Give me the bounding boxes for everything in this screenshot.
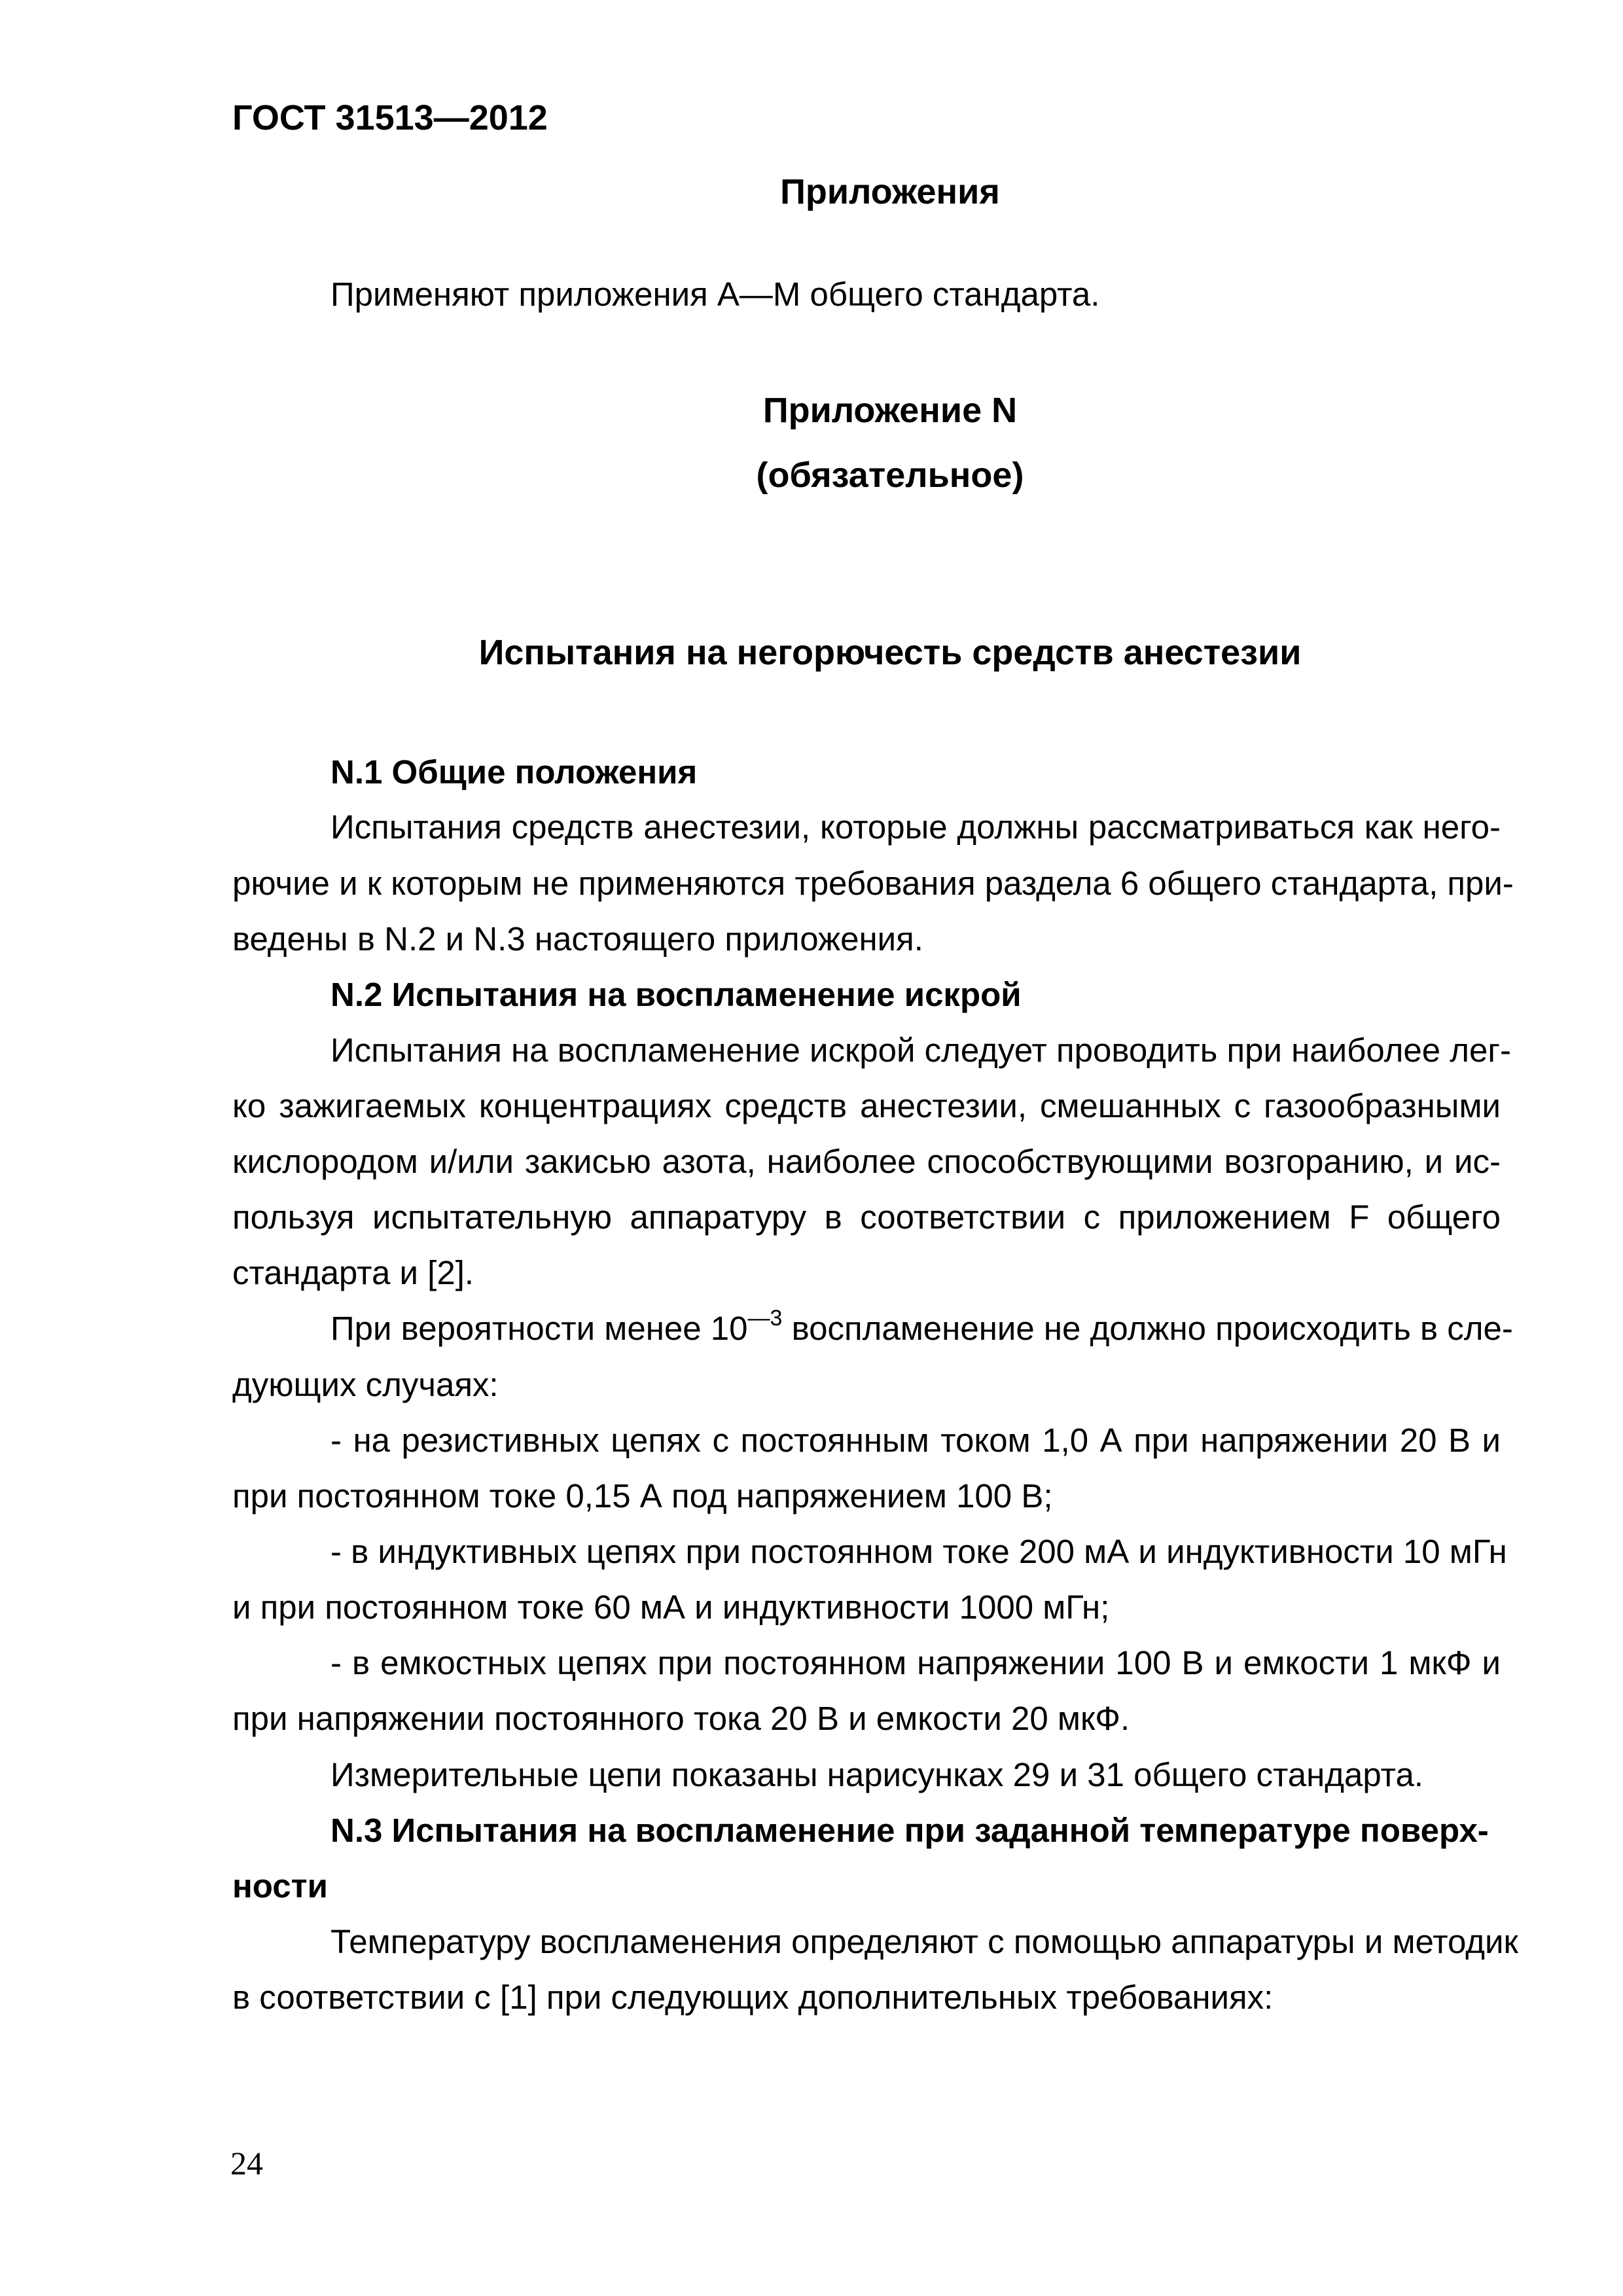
probability-text-continued: воспламенение не должно происходить в сле-	[782, 1310, 1513, 1347]
n2-case-line: и при постоянном токе 60 мА и индуктивности 1000 мГн;	[232, 1588, 1110, 1626]
probability-text: При вероятности менее 10	[330, 1310, 748, 1347]
page-number: 24	[230, 2145, 263, 2181]
annex-status: (обязательное)	[756, 456, 1024, 495]
n1-heading: N.1 Общие положения	[330, 753, 698, 791]
appendices-title: Приложения	[780, 172, 1000, 211]
n2-para-line: стандарта и [2].	[232, 1254, 474, 1291]
n3-heading-continued: ности	[232, 1867, 328, 1905]
n3-line: в соответствии с [1] при следующих дополнительных требованиях:	[232, 1979, 1274, 2016]
n2-heading: N.2 Испытания на воспламенение искрой	[330, 976, 1022, 1013]
n2-case-line: - в емкостных цепях при постоянном напряжении 100 В и емкости 1 мкФ и	[330, 1644, 1501, 1681]
appendices-text: Применяют приложения А—М общего стандарта.	[330, 276, 1100, 313]
n2-para-line: кислородом и/или закисью азота, наиболее способствующими возгоранию, и ис-	[232, 1143, 1501, 1180]
n2-case-line: - в индуктивных цепях при постоянном токе 200 мА и индуктивности 10 мГн	[330, 1533, 1507, 1570]
n3-heading: N.3 Испытания на воспламенение при заданной температуре поверх-	[330, 1812, 1489, 1849]
n2-closing: Измерительные цепи показаны нарисунках 29 и 31 общего стандарта.	[330, 1756, 1423, 1793]
n2-probability-line	[330, 1306, 1513, 1348]
n3-line: Температуру воспламенения определяют с помощью аппаратуры и методик	[330, 1923, 1518, 1960]
probability-exponent: —3	[747, 1306, 783, 1331]
n2-para-line: Испытания на воспламенение искрой следует проводить при наиболее лег-	[330, 1031, 1511, 1069]
n2-probability-line-2: дующих случаях:	[232, 1366, 499, 1403]
annex-heading: Испытания на негорючесть средств анестезии	[478, 633, 1302, 672]
annex-title: Приложение N	[762, 391, 1018, 430]
document-code: ГОСТ 31513—2012	[232, 98, 548, 137]
n1-line: рючие и к которым не применяются требования раздела 6 общего стандарта, при-	[232, 865, 1514, 902]
n2-para-line: пользуя испытательную аппаратуру в соответствии с приложением F общего	[232, 1198, 1501, 1236]
n2-para-line: ко зажигаемых концентрациях средств анестезии, смешанных с газообразными	[232, 1087, 1501, 1124]
n2-case-line: при напряжении постоянного тока 20 В и емкости 20 мкФ.	[232, 1700, 1130, 1737]
n1-line: ведены в N.2 и N.3 настоящего приложения.	[232, 920, 923, 958]
n2-case-line: - на резистивных цепях с постоянным током 1,0 А при напряжении 20 В и	[330, 1422, 1501, 1459]
n2-case-line: при постоянном токе 0,15 А под напряжением 100 В;	[232, 1477, 1053, 1515]
n1-line: Испытания средств анестезии, которые должны рассматриваться как него-	[330, 808, 1501, 846]
